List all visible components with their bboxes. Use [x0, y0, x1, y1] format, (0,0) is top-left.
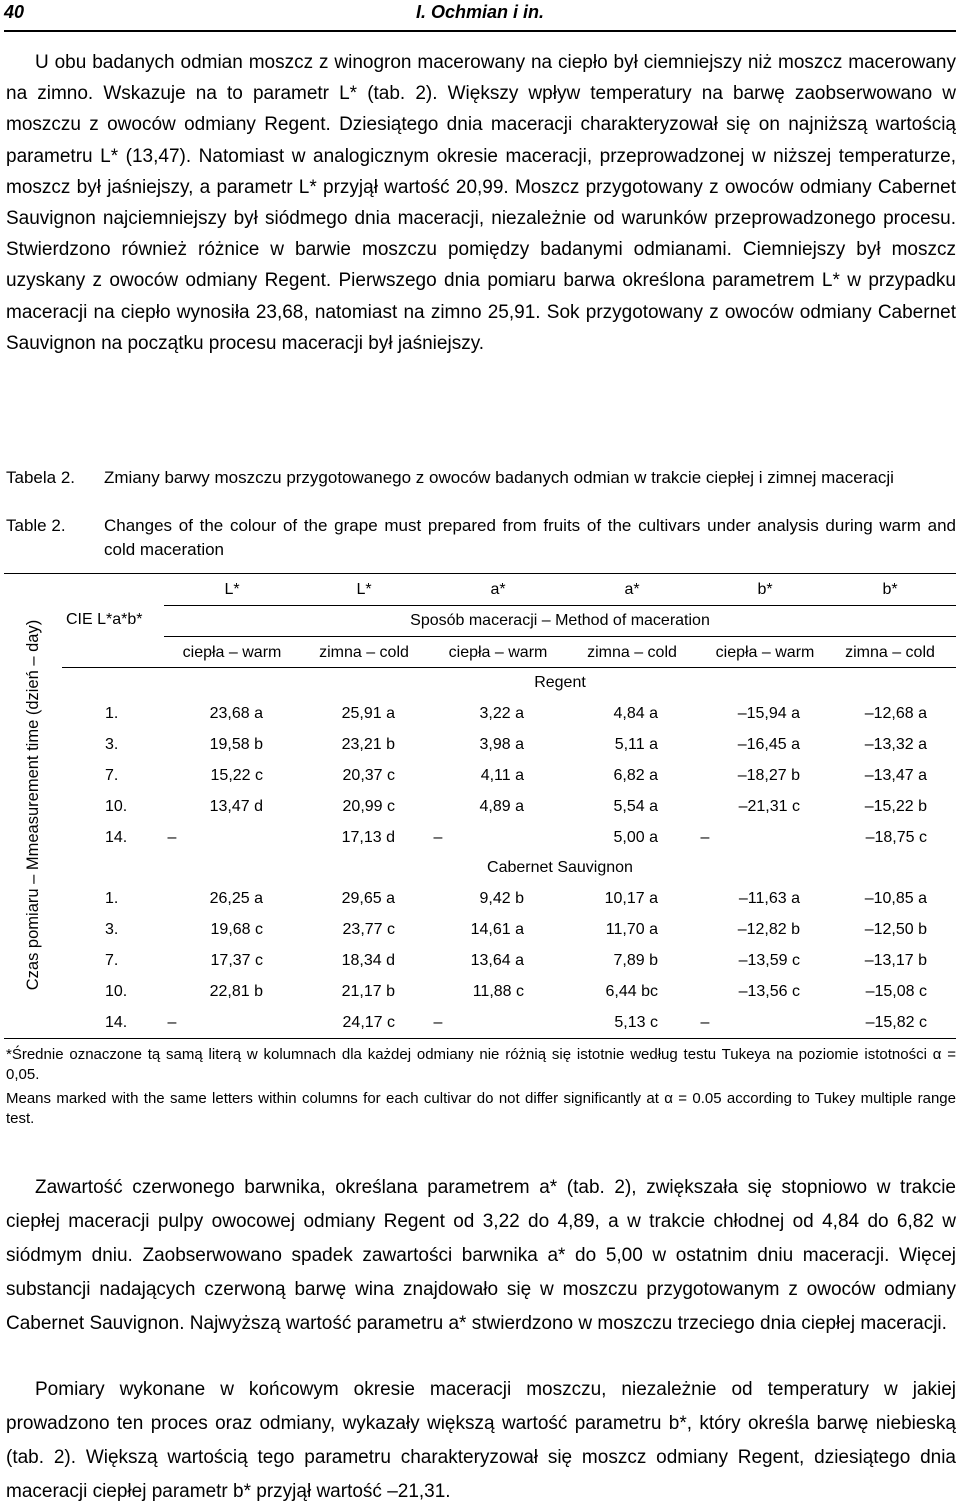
caption-en-text: Changes of the colour of the grape must prepared from fruits of the cultivars under analysis during warm and cold maceration: [104, 516, 956, 559]
param-header: a*: [624, 581, 640, 598]
data-cell: 4,89 a: [479, 798, 524, 815]
data-cell: 13,47 d: [209, 798, 263, 815]
data-cell: 6,82 a: [613, 767, 658, 784]
header-bottom-rule: [62, 667, 956, 668]
measurement-time-label: Czas pomiaru – Mmeasurement time (dzień – day): [24, 619, 42, 991]
running-header: [4, 0, 956, 32]
note-pl: *Średnie oznaczone tą samą literą w kolumnach dla każdej odmiany nie różnią się istotnie według testu Tukeya na poziomie istotności α = 0,05.: [6, 1046, 956, 1083]
table-bottom-rule: [4, 1038, 956, 1039]
data-cell: –: [700, 829, 710, 846]
data-cell: 19,58 b: [209, 736, 263, 753]
param-header: L*: [356, 581, 372, 598]
data-cell: –12,50 b: [864, 921, 927, 938]
method-label: Sposób maceracji – Method of maceration: [410, 612, 710, 629]
caption-pl-text: Zmiany barwy moszczu przygotowanego z owoców badanych odmian w trakcie ciepłej i zimnej maceracji: [104, 468, 894, 487]
data-cell: 3,98 a: [479, 736, 524, 753]
page-number: 40: [4, 2, 25, 22]
data-cell: 13,64 a: [470, 952, 524, 969]
method-header: zimna – cold: [845, 644, 935, 661]
day-cell: 3.: [105, 736, 119, 753]
method-rule: [164, 636, 956, 637]
method-header: ciepła – warm: [448, 644, 548, 661]
data-cell: 24,17 c: [342, 1014, 395, 1031]
data-cell: –15,22 b: [864, 798, 927, 815]
day-cell: 10.: [105, 983, 128, 1000]
row-header-cie: CIE L*a*b*: [66, 611, 143, 628]
data-cell: 15,22 c: [210, 767, 263, 784]
data-cell: 19,68 c: [210, 921, 263, 938]
table-top-rule: [4, 573, 956, 574]
data-cell: –15,82 c: [865, 1014, 927, 1031]
data-cell: 7,89 b: [613, 952, 658, 969]
data-cell: –: [433, 829, 443, 846]
data-cell: 4,11 a: [480, 767, 524, 784]
note-en: Means marked with the same letters within columns for each cultivar do not differ significantly at α = 0.05 according to Tukey multiple range test.: [6, 1090, 956, 1127]
data-cell: 18,34 d: [341, 952, 395, 969]
paragraph-1: U obu badanych odmian moszcz z winogron macerowany na ciepło był ciemniejszy niż moszcz macerowany na zimno. Wskazuje na to parametr L* (tab. 2). Większy wpływ temperatury na barwę zaobserwowano w moszczu z owoców odmiany Regent. Dziesiątego dnia maceracji charakteryzował się on najniższą wartością parametru L* (13,47). Natomiast w analogicznym okresie maceracji, przeprowadzonej w niższej temperaturze, moszcz był jaśniejszy, a parametr L* przyjął wartość 20,99. Moszcz przygotowany z owoców odmiany Cabernet Sauvignon najciemniejszy był siódmego dnia maceracji, niezależnie od warunków przeprowadzonego procesu. Stwierdzono również różnice w barwie moszczu pomiędzy badanymi odmianami. Ciemniejszy był moszcz uzyskany z owoców odmiany Regent. Pierwszego dnia pomiaru barwa określona parametrem L* w przypadku maceracji na ciepło wynosiła 23,68, natomiast na zimno 25,91. Sok przygotowany z owoców odmiany Cabernet Sauvignon na początku procesu maceracji był jaśniejszy.: [6, 52, 956, 354]
data-cell: 17,37 c: [210, 952, 263, 969]
data-cell: 10,17 a: [604, 890, 658, 907]
params-rule: [164, 605, 956, 606]
method-header: zimna – cold: [319, 644, 409, 661]
data-cell: 23,68 a: [209, 705, 263, 722]
data-cell: 23,77 c: [342, 921, 395, 938]
running-authors: I. Ochmian i in.: [415, 2, 545, 22]
param-header: L*: [224, 581, 240, 598]
paragraph-3: Pomiary wykonane w końcowym okresie maceracji moszczu, niezależnie od temperatury w jakiej prowadzono ten proces oraz odmiany, wykazały większą wartość parametru b*, który określa barwę niebieską (tab. 2). Większą wartością tego parametru charakteryzował się moszcz odmiany Regent, dziesiątego dnia maceracji ciepłej parametr b* przyjął wartość –21,31.: [6, 1379, 956, 1502]
data-cell: –13,59 c: [738, 952, 800, 969]
data-cell: 14,61 a: [470, 921, 524, 938]
cultivar-heading: Regent: [534, 674, 586, 691]
day-cell: 1.: [105, 890, 119, 907]
data-cell: –13,47 a: [864, 767, 927, 784]
param-header: b*: [757, 581, 773, 598]
data-cell: –: [700, 1014, 710, 1031]
param-header: b*: [882, 581, 898, 598]
data-cell: –: [433, 1014, 443, 1031]
data-cell: –13,17 b: [864, 952, 927, 969]
caption-en-label: Table 2.: [6, 516, 66, 535]
day-cell: 14.: [105, 829, 128, 846]
data-cell: 21,17 b: [341, 983, 395, 1000]
method-header: zimna – cold: [587, 644, 677, 661]
data-cell: 29,65 a: [341, 890, 395, 907]
data-cell: –: [167, 829, 177, 846]
data-cell: 6,44 bc: [605, 983, 658, 1000]
data-cell: 20,37 c: [342, 767, 395, 784]
data-cell: –13,32 a: [864, 736, 927, 753]
data-cell: 5,11 a: [614, 736, 658, 753]
data-cell: 22,81 b: [209, 983, 263, 1000]
caption-pl-label: Tabela 2.: [6, 468, 75, 487]
data-cell: –15,94 a: [737, 705, 800, 722]
data-cell: –10,85 a: [864, 890, 927, 907]
data-cell: 5,54 a: [613, 798, 658, 815]
data-cell: 25,91 a: [341, 705, 395, 722]
data-cell: –21,31 c: [738, 798, 800, 815]
data-cell: –18,75 c: [865, 829, 927, 846]
paragraph-2: Zawartość czerwonego barwnika, określana parametrem a* (tab. 2), zwiększała się stopniowo w trakcie ciepłej maceracji pulpy owocowej odmiany Regent od 3,22 do 4,89, a w trakcie chłodnej od 4,84 do 6,82 w siódmym dniu. Zaobserwowano spadek zawartości barwnika a* do 5,00 w ostatnim dniu maceracji. Więcej substancji nadających czerwoną barwę wina znajdowało się w moszczu przygotowanym z owoców odmiany Cabernet Sauvignon. Najwyższą wartość parametru a* stwierdzono w moszczu trzeciego dnia ciepłej maceracji.: [6, 1177, 956, 1334]
data-cell: 9,42 b: [479, 890, 524, 907]
data-cell: –13,56 c: [738, 983, 800, 1000]
data-cell: –12,68 a: [864, 705, 927, 722]
day-cell: 14.: [105, 1014, 128, 1031]
data-cell: –18,27 b: [737, 767, 800, 784]
data-cell: 23,21 b: [341, 736, 395, 753]
data-cell: –12,82 b: [737, 921, 800, 938]
data-cell: 11,88 c: [472, 983, 524, 1000]
data-cell: 20,99 c: [342, 798, 395, 815]
data-cell: 5,13 c: [614, 1014, 658, 1031]
data-cell: –16,45 a: [737, 736, 800, 753]
data-cell: 3,22 a: [479, 705, 524, 722]
param-header: a*: [490, 581, 506, 598]
data-cell: –11,63 a: [738, 890, 800, 907]
day-cell: 10.: [105, 798, 128, 815]
method-header: ciepła – warm: [715, 644, 815, 661]
data-cell: 17,13 d: [341, 829, 395, 846]
cultivar-heading: Cabernet Sauvignon: [487, 859, 633, 876]
day-cell: 7.: [105, 767, 119, 784]
data-cell: –15,08 c: [865, 983, 927, 1000]
data-cell: 4,84 a: [613, 705, 658, 722]
data-cell: 5,00 a: [613, 829, 658, 846]
day-cell: 1.: [105, 705, 119, 722]
data-cell: 26,25 a: [209, 890, 263, 907]
method-header: ciepła – warm: [182, 644, 282, 661]
day-cell: 7.: [105, 952, 119, 969]
data-cell: –: [167, 1014, 177, 1031]
data-cell: 11,70 a: [605, 921, 658, 938]
day-cell: 3.: [105, 921, 119, 938]
